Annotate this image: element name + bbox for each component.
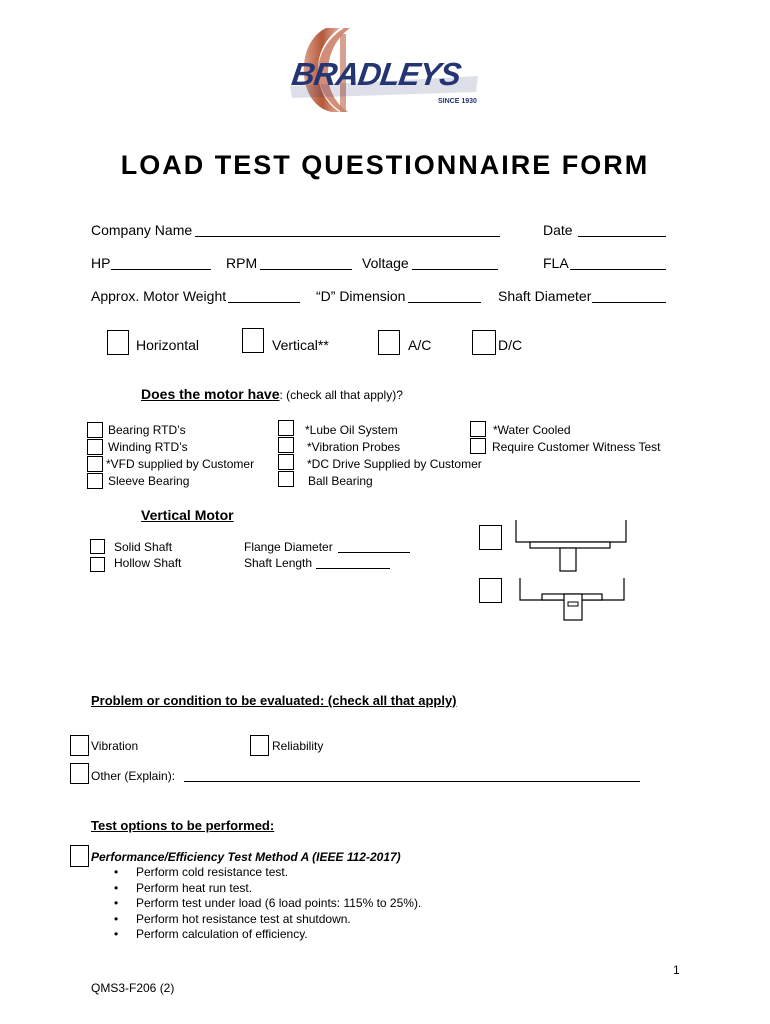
d-dimension-label: “D” Dimension bbox=[316, 288, 406, 304]
reliability-label: Reliability bbox=[272, 739, 324, 753]
test-step: • Perform test under load (6 load points: 115% to 25%). bbox=[136, 896, 421, 912]
other-explain-field[interactable] bbox=[184, 767, 640, 782]
rpm-field[interactable] bbox=[260, 254, 352, 270]
dc-drive-checkbox[interactable] bbox=[278, 454, 294, 470]
page-number: 1 bbox=[673, 963, 680, 977]
hp-field[interactable] bbox=[111, 254, 211, 270]
d-dimension-field[interactable] bbox=[408, 287, 481, 303]
witness-test-checkbox[interactable] bbox=[470, 438, 486, 454]
sleeve-bearing-checkbox[interactable] bbox=[87, 473, 103, 489]
winding-rtd-label: Winding RTD’s bbox=[108, 440, 188, 454]
vibration-checkbox[interactable] bbox=[70, 735, 89, 756]
hp-label: HP bbox=[91, 255, 111, 271]
ball-bearing-label: Ball Bearing bbox=[308, 474, 373, 488]
motor-have-heading bbox=[141, 386, 403, 402]
rpm-label: RPM bbox=[226, 255, 258, 271]
performance-test-checkbox[interactable] bbox=[70, 845, 89, 867]
lube-oil-label: *Lube Oil System bbox=[305, 423, 398, 437]
logo-brand: BRADLEYS bbox=[289, 56, 463, 92]
ac-label: A/C bbox=[408, 337, 432, 353]
flange-diameter-field[interactable] bbox=[338, 539, 410, 553]
company-name-field[interactable] bbox=[195, 221, 500, 237]
vfd-label: *VFD supplied by Customer bbox=[106, 457, 255, 471]
winding-rtd-checkbox[interactable] bbox=[87, 439, 103, 455]
sleeve-bearing-label: Sleeve Bearing bbox=[108, 474, 190, 488]
form-title: LOAD TEST QUESTIONNAIRE FORM bbox=[120, 150, 650, 180]
vertical-checkbox[interactable] bbox=[242, 328, 264, 353]
problem-heading: Problem or condition to be evaluated: (check all that apply) bbox=[91, 693, 457, 708]
horizontal-checkbox[interactable] bbox=[107, 330, 129, 355]
hollow-shaft-label: Hollow Shaft bbox=[114, 556, 182, 570]
bearing-rtd-checkbox[interactable] bbox=[87, 422, 103, 438]
voltage-label: Voltage bbox=[362, 255, 409, 271]
vertical-label: Vertical** bbox=[272, 337, 329, 353]
motor-have-suffix: : (check all that apply)? bbox=[279, 388, 403, 402]
hollow-shaft-diagram bbox=[512, 574, 632, 624]
date-field[interactable] bbox=[578, 221, 666, 237]
dc-label: D/C bbox=[498, 337, 523, 353]
test-step: • Perform cold resistance test. bbox=[136, 865, 421, 881]
solid-shaft-label: Solid Shaft bbox=[114, 540, 173, 554]
test-steps-list bbox=[136, 865, 421, 943]
date-label: Date bbox=[543, 222, 573, 238]
solid-shaft-checkbox[interactable] bbox=[90, 539, 105, 554]
ball-bearing-checkbox[interactable] bbox=[278, 471, 294, 487]
reliability-checkbox[interactable] bbox=[250, 735, 269, 756]
vibration-probes-checkbox[interactable] bbox=[278, 437, 294, 453]
shaft-length-label: Shaft Length bbox=[244, 556, 313, 570]
motor-weight-label: Approx. Motor Weight bbox=[91, 288, 227, 304]
horizontal-label: Horizontal bbox=[136, 337, 200, 353]
test-step: • Perform heat run test. bbox=[136, 881, 421, 897]
ac-checkbox[interactable] bbox=[378, 330, 400, 355]
shaft-length-field[interactable] bbox=[316, 555, 390, 569]
dc-drive-label: *DC Drive Supplied by Customer bbox=[307, 457, 482, 471]
shaft-diameter-field[interactable] bbox=[592, 287, 666, 303]
voltage-field[interactable] bbox=[412, 254, 498, 270]
fla-field[interactable] bbox=[570, 254, 666, 270]
other-checkbox[interactable] bbox=[70, 763, 89, 784]
flange-diameter-label: Flange Diameter bbox=[244, 540, 333, 554]
water-cooled-checkbox[interactable] bbox=[470, 421, 486, 437]
shaft-diameter-label: Shaft Diameter bbox=[498, 288, 592, 304]
logo-tagline: SINCE 1930 bbox=[438, 98, 477, 105]
vibration-label: Vibration bbox=[91, 739, 139, 753]
solid-shaft-diagram bbox=[512, 518, 632, 574]
other-label: Other (Explain): bbox=[91, 769, 176, 783]
vfd-checkbox[interactable] bbox=[87, 456, 103, 472]
hollow-shaft-checkbox[interactable] bbox=[90, 557, 105, 572]
water-cooled-label: *Water Cooled bbox=[493, 423, 571, 437]
lube-oil-checkbox[interactable] bbox=[278, 420, 294, 436]
witness-test-label: Require Customer Witness Test bbox=[492, 440, 661, 454]
shaft-type-a-checkbox[interactable] bbox=[479, 525, 502, 550]
fla-label: FLA bbox=[543, 255, 569, 271]
tests-heading: Test options to be performed: bbox=[91, 818, 275, 833]
dc-checkbox[interactable] bbox=[472, 330, 496, 355]
form-code: QMS3-F206 (2) bbox=[91, 981, 175, 995]
performance-test-title: Performance/Efficiency Test Method A (IEEE 112-2017) bbox=[91, 850, 401, 864]
vibration-probes-label: *Vibration Probes bbox=[307, 440, 401, 454]
bearing-rtd-label: Bearing RTD’s bbox=[108, 423, 186, 437]
shaft-type-b-checkbox[interactable] bbox=[479, 578, 502, 603]
test-step: • Perform calculation of efficiency. bbox=[136, 927, 421, 943]
motor-have-title: Does the motor have bbox=[141, 386, 280, 402]
motor-weight-field[interactable] bbox=[228, 287, 300, 303]
company-logo bbox=[288, 24, 483, 114]
company-name-label: Company Name bbox=[91, 222, 193, 238]
vertical-motor-heading: Vertical Motor bbox=[141, 507, 234, 523]
test-step: • Perform hot resistance test at shutdown. bbox=[136, 912, 421, 928]
